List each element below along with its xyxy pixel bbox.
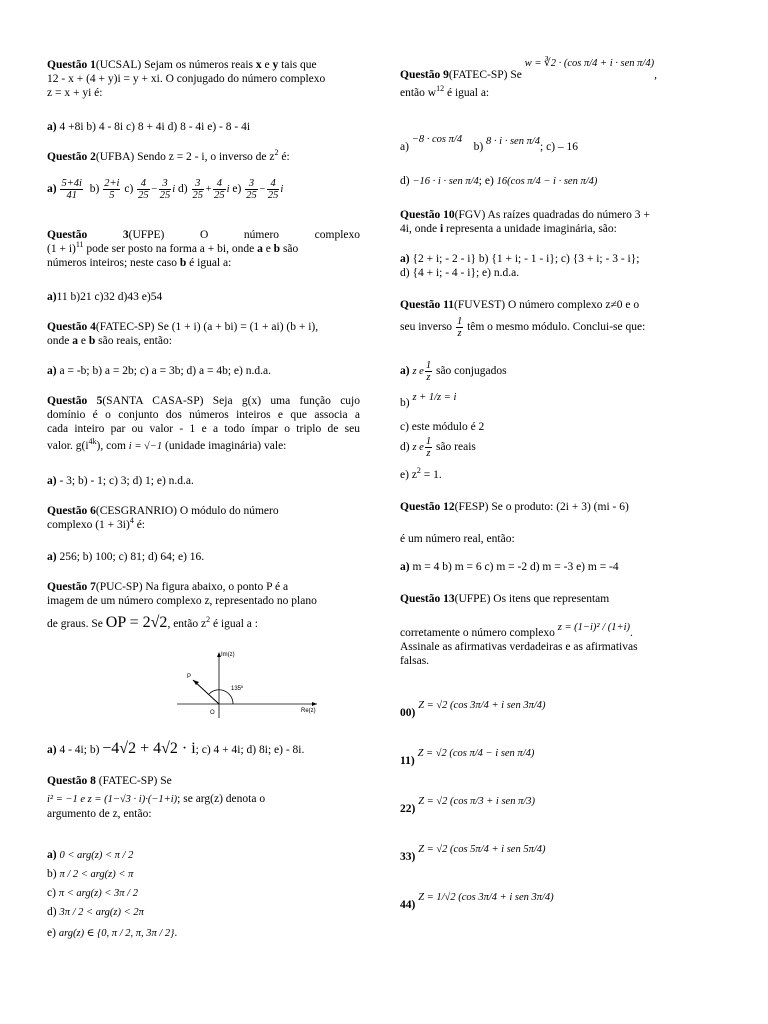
formula: z = (1−i)² / (1+i) <box>557 622 630 633</box>
formula: Z = √2 (cos 5π/4 + i sen 5π/4) <box>418 844 546 855</box>
statement-22: 22) Z = √2 (cos π/3 + i sen π/3) <box>400 796 536 815</box>
option-c: c) este módulo é 2 <box>400 421 485 433</box>
real-axis-label: Re(z) <box>301 708 316 714</box>
statement-33: 33) Z = √2 (cos 5π/4 + i sen 5π/4) <box>400 844 546 863</box>
question-1: Questão 1(UCSAL) Sejam os números reais x e y tais que 12 - x + (4 + y)i = y + xi. O conjugado do número complexo z = x + yi é: <box>47 59 326 99</box>
answer-options: a) 256; b) 100; c) 81; d) 64; e) 16. <box>47 551 205 563</box>
answer-options: a) {2 + i; - 2 - i} b) {1 + i; - 1 - i}; c) {3 + i; - 3 - i}; <box>400 253 640 265</box>
answer-options: a) a = -b; b) a = 2b; c) a = 3b; d) a = 4b; e) n.d.a. <box>47 365 271 377</box>
question-title: Questão 8 <box>47 775 96 787</box>
formula: Z = √2 (cos π/4 − i sen π/4) <box>417 748 535 759</box>
formula: Z = √2 (cos π/3 + i sen π/3) <box>418 796 536 807</box>
complex-plane-figure <box>147 648 327 723</box>
question-title: Questão 4 <box>47 321 96 333</box>
option-a: a) z e $\frac{1}{z}$ são conjugados <box>400 360 507 383</box>
point-p-label: P <box>187 674 192 680</box>
question-11-line2: seu inverso $\frac{1}{z}$ têm o mesmo módulo. Conclui-se que: <box>400 316 646 339</box>
question-7: Questão 7(PUC-SP) Na figura abaixo, o ponto P é a imagem de um número complexo z, representado no plano de graus. Se OP = 2√2, então $z^2$ é igual a : <box>47 581 317 631</box>
angle-arc <box>209 690 233 704</box>
question-title: Questão 3 <box>47 229 129 241</box>
question-12: Questão 12(FESP) Se o produto: (2i + 3) (mi - 6) <box>400 501 629 513</box>
question-12-line2: é um número real, então: <box>400 533 515 545</box>
answer-options: a) - 3; b) - 1; c) 3; d) 1; e) n.d.a. <box>47 475 194 487</box>
angle-label: 135º <box>231 686 244 692</box>
question-5: Questão 5(SANTA CASA-SP) Seja g(x) uma função cujo domínio é o conjunto dos números inteiros e que associa a cada inteiro par ou valor - 1 e a todo ímpar o triplo de seu valor. $g(i^{4k})$, com i = √−1 (unidade imaginária) vale: <box>47 395 360 452</box>
formula: Z = 1/√2 (cos 3π/4 + i sen 3π/4) <box>418 892 554 903</box>
question-title: Questão 2 <box>47 151 96 163</box>
fraction: $\frac{3}{25}$ <box>159 178 171 201</box>
option-d: d) z e $\frac{1}{z}$ são reais <box>400 436 476 459</box>
fraction: $\frac{3}{25}$ <box>192 178 204 201</box>
fraction: $\frac{4}{25}$ <box>214 178 225 201</box>
fraction: $\frac{1}{z}$ <box>425 436 432 459</box>
question-6: Questão 6(CESGRANRIO) O módulo do número complexo $(1 + 3i)^4$ é: <box>47 505 279 531</box>
formula: OP = 2√2 <box>105 614 168 631</box>
question-8: Questão 8 (FATEC-SP) Se i² = −1 e z = (1−√3 · i)·(−1+i); se arg(z) denota o argumento de z, então: <box>47 775 266 820</box>
answer-options: a) 4 - 4i; b) −4√2 + 4√2 · i; c) 4 + 4i; d) 8i; e) - 8i. <box>47 740 305 757</box>
question-title: Questão 5 <box>47 395 103 407</box>
fraction: $\frac{1}{z}$ <box>456 316 463 339</box>
answer-options-2: d) {4 + i; - 4 - i}; e) n.d.a. <box>400 267 520 279</box>
question-title: Questão 12 <box>400 501 455 513</box>
options-row-2: d) −16 · i · sen π/4; e) 16(cos π/4 − i · sen π/4) <box>400 175 598 187</box>
formula: i² = −1 e z = (1−√3 · i)·(−1+i) <box>47 794 178 805</box>
question-9: Questão 9(FATEC-SP) Se w = ∛2 · (cos π/4 + i · sen π/4), <box>400 58 657 81</box>
statement-11: 11) Z = √2 (cos π/4 − i sen π/4) <box>400 748 535 767</box>
option-d: d) 3π / 2 < arg(z) < 2π <box>47 906 144 918</box>
origin-label: O <box>210 710 215 716</box>
option-c: c) π < arg(z) < 3π / 2 <box>47 887 138 899</box>
question-13-line3: Assinale as afirmativas verdadeiras e as afirmativas <box>400 641 638 653</box>
formula: −4√2 + 4√2 · i <box>102 740 196 757</box>
question-title: Questão 11 <box>400 299 454 311</box>
question-13-line2: corretamente o número complexo z = (1−i)² / (1+i). <box>400 622 633 639</box>
question-9-line2: então $w^{12}$ é igual a: <box>400 84 490 99</box>
formula: Z = √2 (cos 3π/4 + i sen 3π/4) <box>418 700 546 711</box>
question-title: Questão 10 <box>400 209 455 221</box>
statement-00: 00) Z = √2 (cos 3π/4 + i sen 3π/4) <box>400 700 546 719</box>
question-title: Questão 9 <box>400 69 449 81</box>
fraction: $\frac{5+4i}{41}$ <box>61 178 82 201</box>
formula: i = √−1 <box>128 441 163 452</box>
imaginary-axis-label: Im(z) <box>221 652 235 658</box>
real-axis-arrow <box>312 702 317 706</box>
option-b: b) z + 1/z = i <box>400 392 457 409</box>
option-b: b) π / 2 < arg(z) < π <box>47 868 134 880</box>
question-10: Questão 10(FGV) As raízes quadradas do número 3 + 4i, onde i representa a unidade imaginária, são: <box>400 209 650 235</box>
question-13-line4: falsas. <box>400 655 430 667</box>
answer-options: a) 4 +8i b) 4 - 8i c) 8 + 4i d) 8 - 4i e) - 8 - 4i <box>47 121 251 133</box>
answer-options-fractions: a) $\frac{5+4i}{41}$ b) $\frac{2+i}{5}$ c) $\frac{4}{25}$ − $\frac{3}{25}$ i d) $\frac{3}{25}$ + $\frac{4}{25}$ i e) $\frac{3}{25}$ − $\frac{4}{25}$ i <box>47 178 284 201</box>
fraction: $\frac{4}{25}$ <box>267 178 279 201</box>
formula: w = ∛2 · (cos π/4 + i · sen π/4) <box>524 58 655 69</box>
question-title: Questão 6 <box>47 505 96 517</box>
question-title: Questão 13 <box>400 593 455 605</box>
option-a: a) 0 < arg(z) < π / 2 <box>47 849 134 861</box>
question-13: Questão 13(UFPE) Os itens que representam <box>400 593 610 605</box>
question-4: Questão 4(FATEC-SP) Se (1 + i) (a + bi) = (1 + ai) (b + i), onde a e b são reais, então: <box>47 321 319 347</box>
question-2: Questão 2(UFBA) Sendo z = 2 - i, o inverso de $z^2$ é: <box>47 148 290 163</box>
options-row-1: a) −8 · cos π/4 b) 8 · i · sen π/4; c) – 16 <box>400 134 579 153</box>
fraction: $\frac{2+i}{5}$ <box>104 178 120 201</box>
question-title: Questão 7 <box>47 581 96 593</box>
question-11: Questão 11(FUVEST) O número complexo z≠0 e o <box>400 299 640 311</box>
option-e: e) $z^2 = 1$. <box>400 466 442 481</box>
fraction: $\frac{3}{25}$ <box>246 178 257 201</box>
question-title: Questão 1 <box>47 59 96 71</box>
fraction: $\frac{1}{z}$ <box>425 360 432 383</box>
answer-options: a) m = 4 b) m = 6 c) m = -2 d) m = -3 e) m = -4 <box>400 561 619 573</box>
answer-options: a)11 b)21 c)32 d)43 e)54 <box>47 291 163 303</box>
question-3: Questão 3(UFPE) O número complexo $(1 + i)^{11}$ pode ser posto na forma a + bi, onde a e b são números inteiros; neste caso b é igual a: <box>47 229 360 269</box>
statement-44: 44) Z = 1/√2 (cos 3π/4 + i sen 3π/4) <box>400 892 554 911</box>
fraction: $\frac{4}{25}$ <box>138 178 149 201</box>
option-e: e) arg(z) ∈ {0, π / 2, π, 3π / 2}. <box>47 927 178 939</box>
